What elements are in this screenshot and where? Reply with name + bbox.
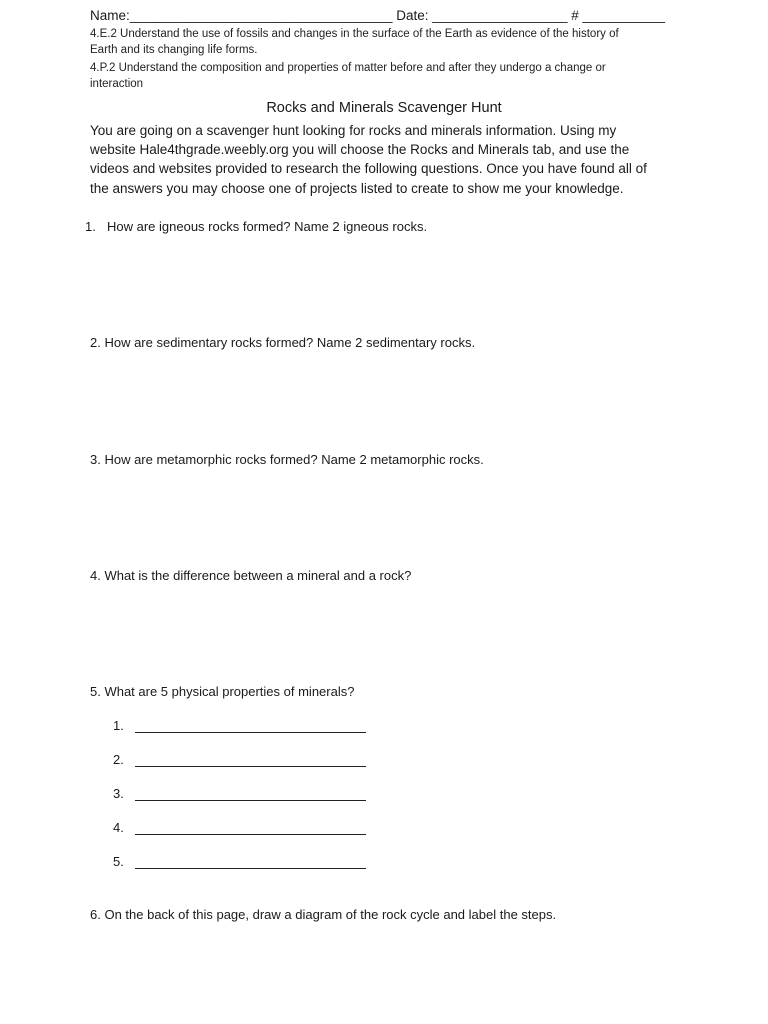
intro-line-4: the answers you may choose one of projects listed to create to show me your knowledge. <box>90 180 624 196</box>
answer-3-blank-line[interactable] <box>135 800 366 801</box>
standard-4e2-line1: 4.E.2 Understand the use of fossils and changes in the surface of the Earth as evidence of the history of <box>90 28 619 40</box>
intro-line-2: website Hale4thgrade.weebly.org you will choose the Rocks and Minerals tab, and use the <box>90 142 630 158</box>
standard-4e2 <box>90 26 619 58</box>
intro-line-3: videos and websites provided to research the following questions. Once you have found all of <box>90 161 647 177</box>
question-3-text: 3. How are metamorphic rocks formed? Name 2 metamorphic rocks. <box>90 452 484 467</box>
answer-1-number: 1. <box>113 718 124 733</box>
worksheet-title: Rocks and Minerals Scavenger Hunt <box>266 100 502 116</box>
answer-5-blank-line[interactable] <box>135 868 366 869</box>
question-2-text: 2. How are sedimentary rocks formed? Name 2 sedimentary rocks. <box>90 335 476 350</box>
standard-4p2-line2: interaction <box>90 78 144 90</box>
intro-paragraph <box>90 121 690 198</box>
intro-line-1: You are going on a scavenger hunt looking for rocks and minerals information. Using my <box>90 123 617 138</box>
answer-2-number: 2. <box>113 752 124 767</box>
answer-1-blank-line[interactable] <box>135 732 366 733</box>
standard-4p2-line1: 4.P.2 Understand the composition and properties of matter before and after they undergo a change or <box>90 62 606 74</box>
answer-4-blank-line[interactable] <box>135 834 366 835</box>
question-4-text: 4. What is the difference between a mineral and a rock? <box>90 568 412 583</box>
question-6-text: 6. On the back of this page, draw a diagram of the rock cycle and label the steps. <box>90 907 557 922</box>
answer-5-number: 5. <box>113 854 124 869</box>
answer-4-number: 4. <box>113 820 124 835</box>
question-5-text: 5. What are 5 physical properties of minerals? <box>90 684 355 699</box>
question-1-number: 1. <box>85 219 96 234</box>
question-1-text: How are igneous rocks formed? Name 2 igneous rocks. <box>107 219 428 234</box>
standard-4p2 <box>90 60 606 92</box>
name-date-number-line: Name:___________________________________ Date: __________________ # ___________ <box>90 8 666 23</box>
answer-3-number: 3. <box>113 786 124 801</box>
answer-2-blank-line[interactable] <box>135 766 366 767</box>
standard-4e2-line2: Earth and its changing life forms. <box>90 44 258 56</box>
